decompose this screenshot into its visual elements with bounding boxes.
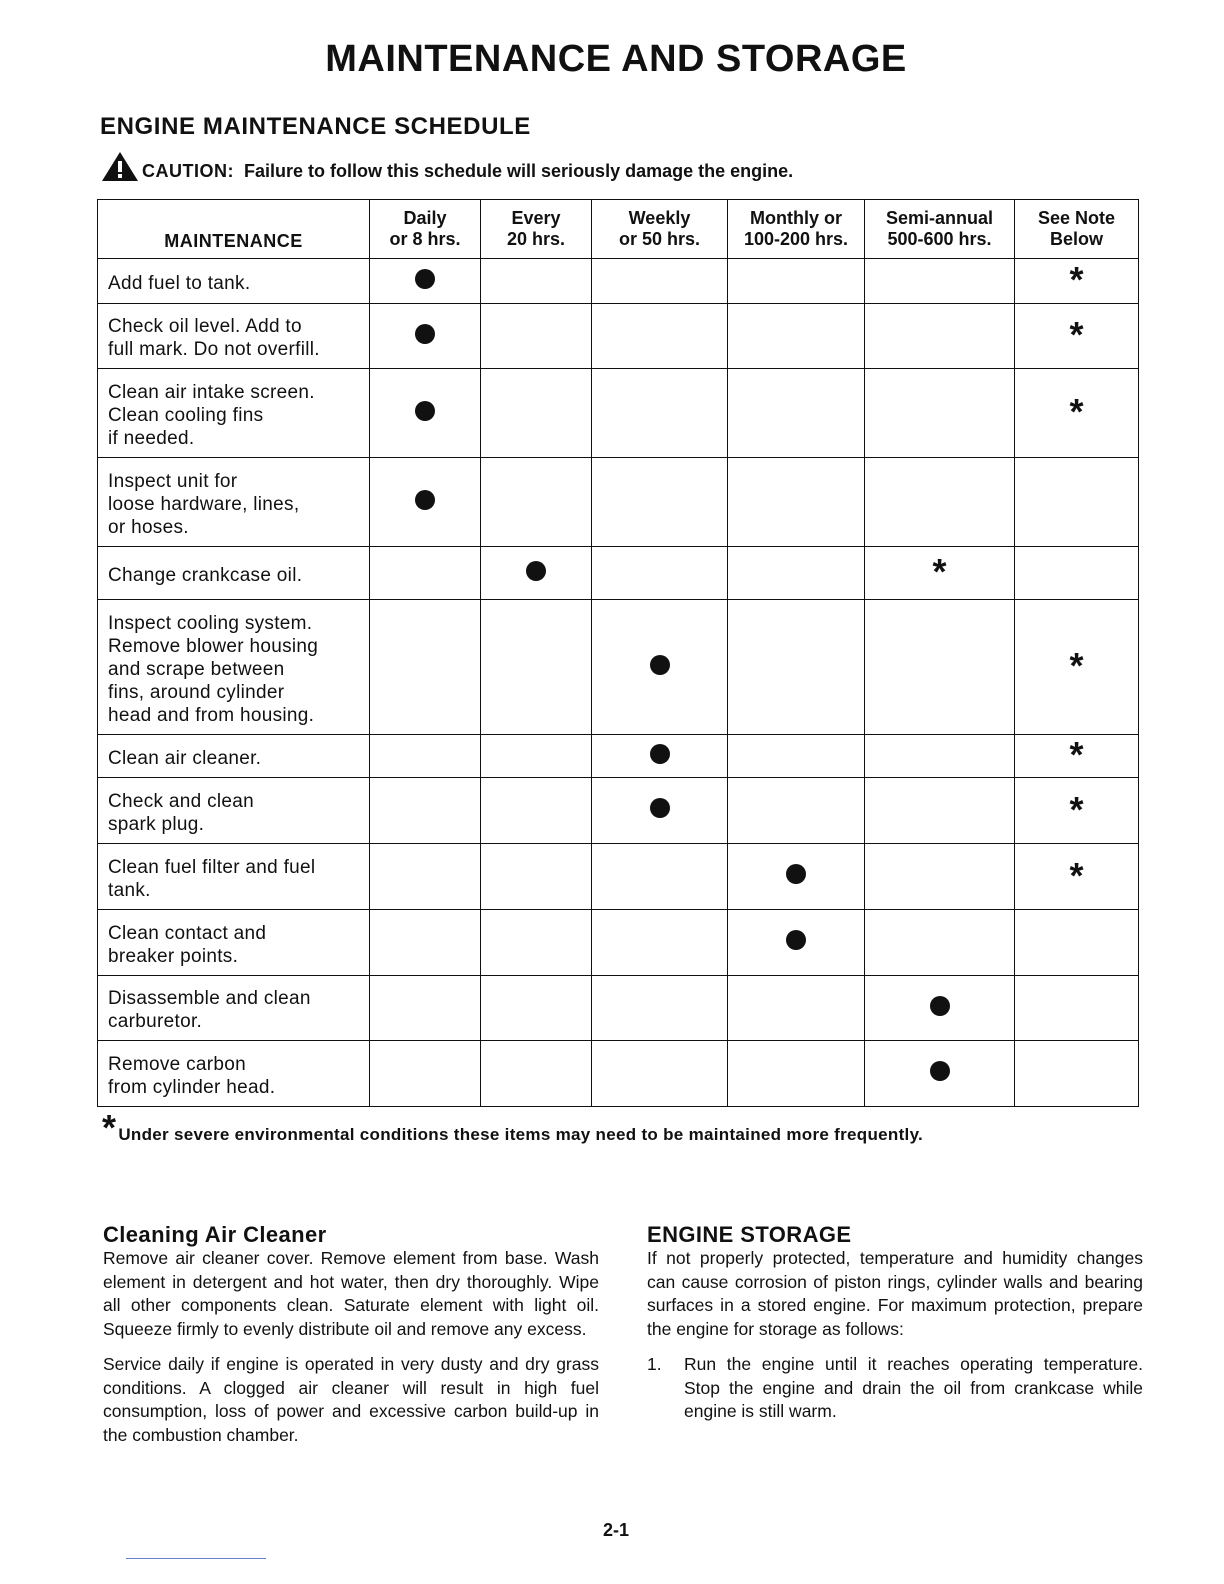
asterisk-icon: *	[1069, 259, 1084, 300]
bullet-dot-icon	[786, 930, 806, 950]
cell-semiannual	[865, 458, 1015, 547]
cell-daily	[370, 976, 481, 1041]
cell-see-note	[1015, 976, 1139, 1041]
task-line: and scrape between	[108, 658, 285, 680]
cell-see-note	[1015, 547, 1139, 600]
asterisk-icon: *	[1069, 734, 1084, 775]
cell-every-20	[481, 458, 592, 547]
table-row	[98, 547, 1139, 600]
asterisk-icon: *	[932, 551, 947, 592]
asterisk-icon: *	[1069, 314, 1084, 355]
cell-semiannual	[865, 910, 1015, 976]
cell-daily	[370, 369, 481, 458]
footnote-text: Under severe environmental conditions these items may need to be maintained more frequently.	[118, 1125, 924, 1144]
task-line: Check and clean	[108, 790, 255, 812]
cell-every-20	[481, 600, 592, 735]
bullet-dot-icon	[650, 655, 670, 675]
cell-see-note	[1015, 304, 1139, 369]
cell-monthly	[728, 259, 865, 304]
header-every-20: Every 20 hrs.	[481, 200, 592, 259]
paragraph: If not properly protected, temperature and humidity changes can cause corrosion of piston rings, cylinder walls and bearing surfaces in a stored engine. For maximum protection, prepare the engine for storage as follows:	[647, 1248, 1143, 1339]
table-row	[98, 735, 1139, 778]
cell-see-note	[1015, 259, 1139, 304]
task-cell	[98, 1041, 370, 1107]
task-line: breaker points.	[108, 945, 239, 967]
paragraph: Service daily if engine is operated in very dusty and dry grass conditions. A clogged air cleaner will result in high fuel consumption, loss of power and excessive carbon build-up in the combustion chamber.	[103, 1354, 599, 1445]
cell-daily	[370, 304, 481, 369]
caution-text: Failure to follow this schedule will seriously damage the engine.	[244, 161, 794, 181]
cell-see-note	[1015, 458, 1139, 547]
cell-weekly	[592, 547, 728, 600]
task-cell	[98, 844, 370, 910]
header-monthly: Monthly or 100-200 hrs.	[728, 200, 865, 259]
task-line: loose hardware, lines,	[108, 493, 300, 515]
task-line: Add fuel to tank.	[108, 272, 251, 294]
cell-weekly	[592, 304, 728, 369]
cell-semiannual	[865, 1041, 1015, 1107]
maintenance-schedule-table	[97, 199, 1139, 1107]
task-line: Clean contact and	[108, 922, 267, 944]
bullet-dot-icon	[930, 1061, 950, 1081]
cell-every-20	[481, 844, 592, 910]
task-cell	[98, 547, 370, 600]
task-line: Inspect cooling system.	[108, 612, 313, 634]
cell-daily	[370, 547, 481, 600]
footnote	[102, 1107, 924, 1148]
task-line: Clean air intake screen.	[108, 381, 315, 403]
cell-see-note	[1015, 369, 1139, 458]
page-number: 2-1	[602, 1520, 629, 1540]
bullet-dot-icon	[930, 996, 950, 1016]
cell-semiannual	[865, 600, 1015, 735]
task-line: Remove blower housing	[108, 635, 319, 657]
schedule-heading: ENGINE MAINTENANCE SCHEDULE	[100, 113, 531, 140]
cell-every-20	[481, 369, 592, 458]
cell-daily	[370, 1041, 481, 1107]
task-cell	[98, 600, 370, 735]
cell-weekly	[592, 369, 728, 458]
cell-see-note	[1015, 1041, 1139, 1107]
table-row	[98, 976, 1139, 1041]
cell-see-note	[1015, 600, 1139, 735]
list-text: Run the engine until it reaches operating temperature. Stop the engine and drain the oil from crankcase while engine is still warm.	[684, 1354, 1143, 1421]
task-line: Clean fuel filter and fuel	[108, 856, 316, 878]
bullet-dot-icon	[415, 324, 435, 344]
cell-semiannual	[865, 735, 1015, 778]
task-line: if needed.	[108, 427, 195, 449]
cell-every-20	[481, 1041, 592, 1107]
schedule-body	[98, 259, 1139, 1107]
list-item	[647, 1353, 1143, 1424]
bullet-dot-icon	[526, 561, 546, 581]
task-cell	[98, 735, 370, 778]
task-line: spark plug.	[108, 813, 205, 835]
cell-weekly	[592, 259, 728, 304]
cell-monthly	[728, 600, 865, 735]
cell-weekly	[592, 735, 728, 778]
divider	[126, 1558, 266, 1559]
asterisk-icon: *	[1069, 645, 1084, 686]
table-row	[98, 1041, 1139, 1107]
task-line: tank.	[108, 879, 151, 901]
engine-storage-heading: ENGINE STORAGE	[647, 1222, 852, 1247]
cell-semiannual	[865, 369, 1015, 458]
cell-see-note	[1015, 735, 1139, 778]
table-row	[98, 304, 1139, 369]
warning-triangle-icon	[100, 150, 140, 182]
header-daily: Daily or 8 hrs.	[370, 200, 481, 259]
table-row	[98, 369, 1139, 458]
cell-monthly	[728, 1041, 865, 1107]
table-row	[98, 910, 1139, 976]
cell-every-20	[481, 735, 592, 778]
cell-monthly	[728, 976, 865, 1041]
task-cell	[98, 778, 370, 844]
header-maintenance: MAINTENANCE	[98, 200, 370, 259]
table-row	[98, 259, 1139, 304]
cell-daily	[370, 778, 481, 844]
table-row	[98, 600, 1139, 735]
bullet-dot-icon	[786, 864, 806, 884]
bullet-dot-icon	[650, 798, 670, 818]
header-semiannual: Semi-annual 500-600 hrs.	[865, 200, 1015, 259]
task-line: Clean cooling fins	[108, 404, 264, 426]
bullet-dot-icon	[415, 269, 435, 289]
task-line: head and from housing.	[108, 704, 315, 726]
cell-every-20	[481, 304, 592, 369]
cell-weekly	[592, 458, 728, 547]
air-cleaner-heading: Cleaning Air Cleaner	[103, 1222, 327, 1247]
cell-semiannual	[865, 259, 1015, 304]
asterisk-icon: *	[1069, 854, 1084, 896]
cell-weekly	[592, 976, 728, 1041]
bullet-dot-icon	[415, 401, 435, 421]
task-cell	[98, 259, 370, 304]
air-cleaner-section	[103, 1222, 599, 1459]
cell-every-20	[481, 976, 592, 1041]
task-line: Inspect unit for	[108, 470, 238, 492]
paragraph: Remove air cleaner cover. Remove element from base. Wash element in detergent and hot water, then dry thoroughly. Wipe all other components clean. Saturate element with light oil. Squeeze firmly to evenly distribute oil and remove any excess.	[103, 1248, 599, 1339]
asterisk-icon: *	[1069, 788, 1084, 830]
cell-semiannual	[865, 976, 1015, 1041]
cell-daily	[370, 735, 481, 778]
cell-weekly	[592, 910, 728, 976]
cell-semiannual	[865, 844, 1015, 910]
task-line: Change crankcase oil.	[108, 564, 303, 586]
cell-every-20	[481, 910, 592, 976]
list-number: 1.	[647, 1354, 662, 1374]
cell-every-20	[481, 259, 592, 304]
cell-monthly	[728, 458, 865, 547]
task-line: Remove carbon	[108, 1053, 247, 1075]
cell-see-note	[1015, 844, 1139, 910]
cell-monthly	[728, 304, 865, 369]
task-cell	[98, 910, 370, 976]
task-line: or hoses.	[108, 516, 189, 538]
task-cell	[98, 369, 370, 458]
task-line: from cylinder head.	[108, 1076, 276, 1098]
asterisk-icon: *	[102, 1107, 117, 1148]
cell-monthly	[728, 910, 865, 976]
cell-monthly	[728, 735, 865, 778]
table-row	[98, 458, 1139, 547]
cell-semiannual	[865, 778, 1015, 844]
cell-daily	[370, 910, 481, 976]
cell-daily	[370, 259, 481, 304]
task-cell	[98, 304, 370, 369]
task-cell	[98, 976, 370, 1041]
cell-see-note	[1015, 778, 1139, 844]
cell-every-20	[481, 778, 592, 844]
asterisk-icon: *	[1069, 391, 1084, 432]
cell-daily	[370, 844, 481, 910]
cell-monthly	[728, 369, 865, 458]
table-row	[98, 778, 1139, 844]
cell-weekly	[592, 778, 728, 844]
header-weekly: Weekly or 50 hrs.	[592, 200, 728, 259]
cell-weekly	[592, 1041, 728, 1107]
cell-weekly	[592, 844, 728, 910]
cell-semiannual	[865, 547, 1015, 600]
engine-storage-section	[647, 1222, 1143, 1424]
page-title: MAINTENANCE AND STORAGE	[325, 38, 907, 80]
cell-semiannual	[865, 304, 1015, 369]
cell-daily	[370, 600, 481, 735]
task-cell	[98, 458, 370, 547]
caution-label: CAUTION:	[142, 161, 234, 181]
bullet-dot-icon	[415, 490, 435, 510]
table-header-row	[98, 200, 1139, 259]
header-see-note: See Note Below	[1015, 200, 1139, 259]
task-line: carburetor.	[108, 1011, 203, 1032]
task-line: Clean air cleaner.	[108, 747, 262, 769]
task-line: fins, around cylinder	[108, 681, 285, 703]
bullet-dot-icon	[650, 744, 670, 764]
cell-monthly	[728, 778, 865, 844]
table-row	[98, 844, 1139, 910]
cell-weekly	[592, 600, 728, 735]
task-line: Disassemble and clean	[108, 988, 311, 1009]
caution-notice	[100, 150, 793, 182]
cell-monthly	[728, 547, 865, 600]
cell-see-note	[1015, 910, 1139, 976]
task-line: full mark. Do not overfill.	[108, 339, 320, 360]
task-line: Check oil level. Add to	[108, 316, 302, 337]
cell-daily	[370, 458, 481, 547]
cell-monthly	[728, 844, 865, 910]
cell-every-20	[481, 547, 592, 600]
